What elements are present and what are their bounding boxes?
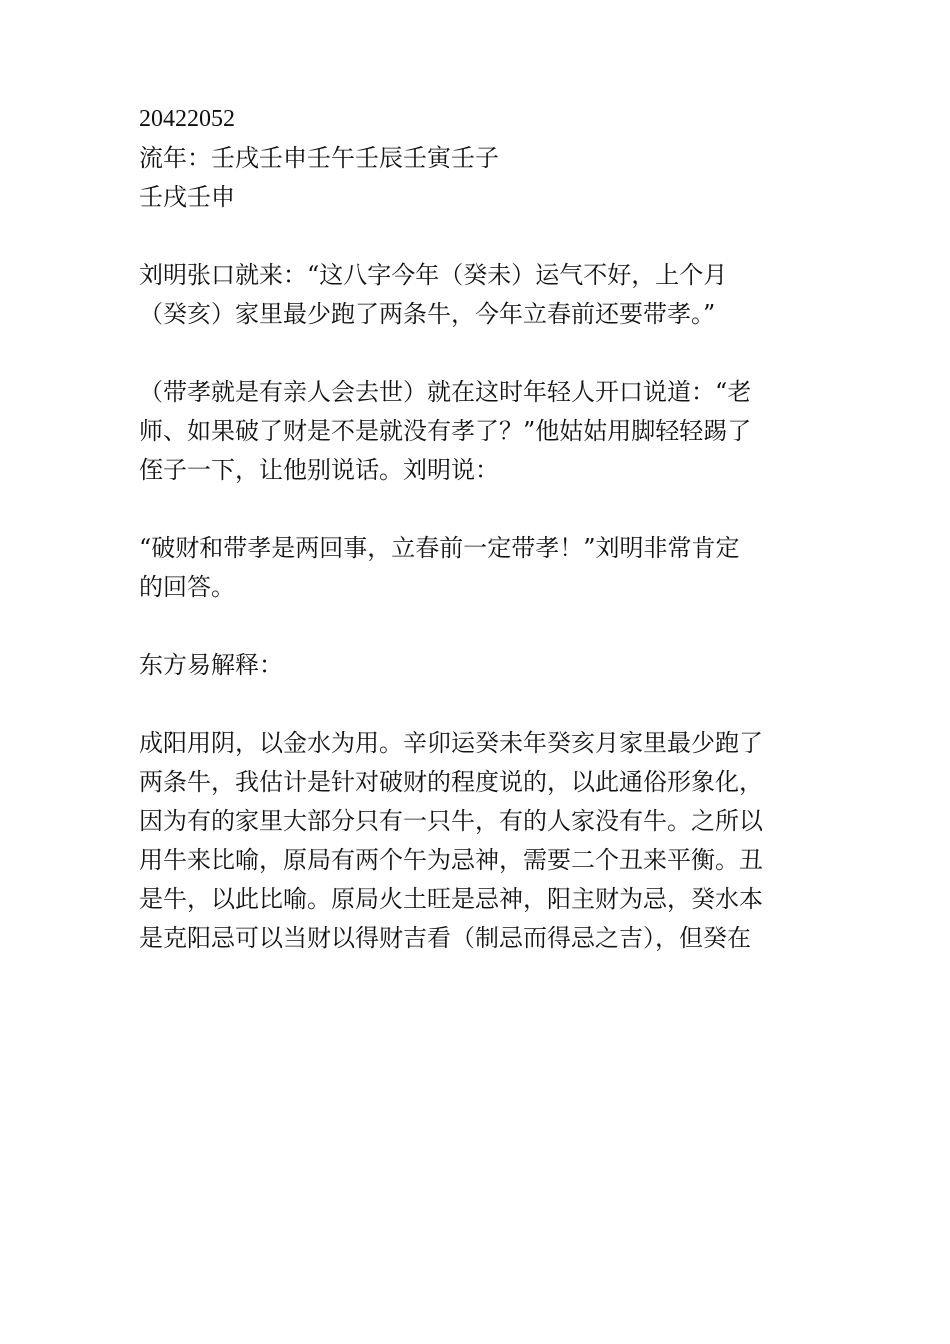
text-line: （癸亥）家里最少跑了两条牛，今年立春前还要带孝。” bbox=[139, 300, 716, 328]
text-line: 师、如果破了财是不是就没有孝了？”他姑姑用脚轻轻踢了 bbox=[139, 417, 752, 445]
document-body bbox=[139, 100, 809, 958]
paragraph-5 bbox=[139, 724, 809, 958]
paragraph-gap bbox=[139, 334, 809, 373]
sub-line: 壬戌壬申 bbox=[139, 183, 235, 211]
paragraph-gap bbox=[139, 217, 809, 256]
text-line: 用牛来比喻，原局有两个午为忌神，需要二个丑来平衡。丑 bbox=[139, 846, 763, 874]
text-line: 是牛，以此比喻。原局火土旺是忌神，阳主财为忌，癸水本 bbox=[139, 885, 763, 913]
text-line: （带孝就是有亲人会去世）就在这时年轻人开口说道：“老 bbox=[139, 378, 752, 406]
text-line: 两条牛，我估计是针对破财的程度说的，以此通俗形象化， bbox=[139, 768, 763, 796]
text-line: 的回答。 bbox=[139, 573, 235, 601]
paragraph-4 bbox=[139, 646, 809, 685]
paragraph-gap bbox=[139, 685, 809, 724]
paragraph-gap bbox=[139, 490, 809, 529]
text-line: 因为有的家里大部分只有一只牛，有的人家没有牛。之所以 bbox=[139, 807, 763, 835]
document-code: 20422052 bbox=[139, 106, 235, 132]
text-line: “破财和带孝是两回事，立春前一定带孝！”刘明非常肯定 bbox=[139, 534, 740, 562]
paragraph-3 bbox=[139, 529, 809, 607]
paragraph-gap bbox=[139, 607, 809, 646]
text-line: 是克阳忌可以当财以得财吉看（制忌而得忌之吉），但癸在 bbox=[139, 924, 751, 952]
text-line: 刘明张口就来：“这八字今年（癸未）运气不好，上个月 bbox=[139, 261, 728, 289]
paragraph-2 bbox=[139, 373, 809, 490]
text-line: 侄子一下，让他别说话。刘明说： bbox=[139, 456, 499, 484]
text-line: 成阳用阴，以金水为用。辛卯运癸未年癸亥月家里最少跑了 bbox=[139, 729, 763, 757]
header-block bbox=[139, 100, 809, 217]
text-line: 东方易解释： bbox=[139, 651, 283, 679]
paragraph-1 bbox=[139, 256, 809, 334]
liunian-line: 流年：壬戌壬申壬午壬辰壬寅壬子 bbox=[139, 144, 499, 172]
